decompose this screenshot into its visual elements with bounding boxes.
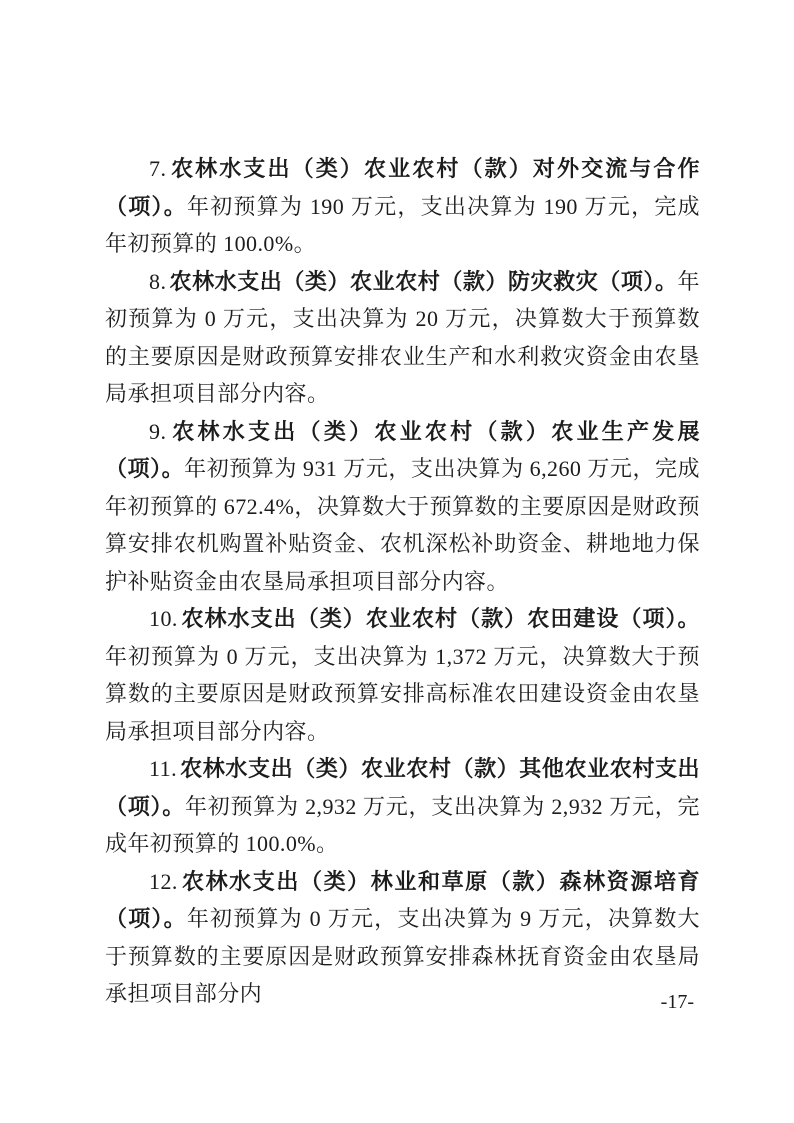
page-number: -17- <box>660 991 694 1013</box>
section-body: 年初预算为 0 万元，支出决算为 20 万元，决算数大于预算数的主要原因是财政预算安排农业生产和水利救灾资金由农垦局承担项目部分内容。 <box>105 268 700 406</box>
section-number: 11. <box>149 756 178 781</box>
section-title: 农林水支出（类）林业和草原（款）森林资源培育（项）。 <box>105 868 700 931</box>
paragraph-section-10 <box>105 600 700 750</box>
paragraph-section-7 <box>105 150 700 263</box>
section-number: 7. <box>149 156 167 181</box>
section-number: 10. <box>149 606 178 631</box>
section-number: 8. <box>149 268 167 294</box>
section-body: 年初预算为 2,932 万元，支出决算为 2,932 万元，完成年初预算的 100.0%。 <box>105 793 700 856</box>
section-title: 农林水支出（类）农业农村（款）其他农业农村支出（项）。 <box>105 756 700 819</box>
section-body: 年初预算为 0 万元，支出决算为 1,372 万元，决算数大于预算数的主要原因是财政预算安排高标准农田建设资金由农垦局承担项目部分内容。 <box>105 643 700 744</box>
paragraph-section-12 <box>105 863 700 1013</box>
section-title: 农林水支出（类）农业农村（款）对外交流与合作（项）。 <box>105 156 700 219</box>
paragraph-section-9 <box>105 413 700 601</box>
document-content <box>105 150 700 1013</box>
paragraph-section-8 <box>105 263 700 413</box>
section-number: 9. <box>149 418 167 444</box>
paragraph-section-11 <box>105 750 700 863</box>
section-title: 农林水支出（类）农业农村（款）农业生产发展（项）。 <box>105 418 700 481</box>
section-title: 农林水支出（类）农业农村（款）防灾救灾（项）。 <box>169 268 678 294</box>
section-body: 年初预算为 190 万元，支出决算为 190 万元，完成年初预算的 100.0%。 <box>105 193 700 256</box>
section-number: 12. <box>149 868 178 894</box>
section-body: 年初预算为 931 万元，支出决算为 6,260 万元，完成年初预算的 672.4%，决算数大于预算数的主要原因是财政预算安排农机购置补贴资金、农机深松补助资金、耕地地力保护补贴资金由农垦局承担项目部分内容。 <box>105 456 700 594</box>
section-title: 农林水支出（类）农业农村（款）农田建设（项）。 <box>180 606 700 631</box>
section-body: 年初预算为 0 万元，支出决算为 9 万元，决算数大于预算数的主要原因是财政预算安排森林抚育资金由农垦局承担项目部分内 <box>105 906 700 1006</box>
